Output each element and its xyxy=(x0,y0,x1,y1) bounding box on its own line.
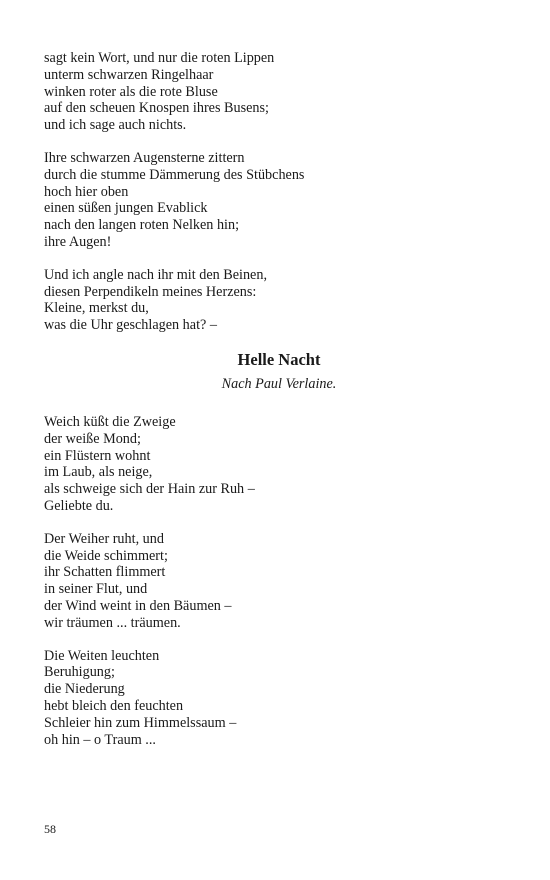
prev-stanza-2 xyxy=(44,150,514,251)
verse-line: Die Weiten leuchten xyxy=(44,647,160,664)
poem-stanza-1 xyxy=(44,414,514,515)
verse-line: ihr Schatten flimmert xyxy=(44,564,166,581)
verse-line: diesen Perpendikeln meines Herzens: xyxy=(44,283,257,300)
verse-line: Der Weiher ruht, und xyxy=(44,530,164,547)
verse-line: die Niederung xyxy=(44,681,125,698)
verse-line: der weiße Mond; xyxy=(44,430,141,447)
verse-line: Kleine, merkst du, xyxy=(44,300,149,317)
verse-line: einen süßen jungen Evablick xyxy=(44,200,208,217)
prev-stanza-1 xyxy=(44,50,514,134)
verse-line: was die Uhr geschlagen hat? – xyxy=(44,317,217,334)
verse-line: ihre Augen! xyxy=(44,233,112,250)
verse-line: Ihre schwarzen Augensterne zittern xyxy=(44,149,245,166)
verse-line: hebt bleich den feuchten xyxy=(44,697,184,714)
poem-stanza-3 xyxy=(44,648,514,749)
verse-line: Weich küßt die Zweige xyxy=(44,413,176,430)
verse-line: Geliebte du. xyxy=(44,497,114,514)
verse-line: ein Flüstern wohnt xyxy=(44,447,151,464)
verse-line: Beruhigung; xyxy=(44,664,115,681)
page-number: 58 xyxy=(44,822,56,836)
verse-line: wir träumen ... träumen. xyxy=(44,614,181,631)
verse-line: und ich sage auch nichts. xyxy=(44,117,187,134)
verse-line: durch die stumme Dämmerung des Stübchens xyxy=(44,166,305,183)
verse-line: Schleier hin zum Himmelssaum – xyxy=(44,714,237,731)
poem-title: Helle Nacht xyxy=(237,349,321,369)
verse-line: winken roter als die rote Bluse xyxy=(44,83,218,100)
verse-line: der Wind weint in den Bäumen – xyxy=(44,597,232,614)
verse-line: nach den langen roten Nelken hin; xyxy=(44,217,240,234)
verse-line: sagt kein Wort, und nur die roten Lippen xyxy=(44,50,275,66)
poem-subtitle: Nach Paul Verlaine. xyxy=(221,375,337,392)
verse-line: unterm schwarzen Ringelhaar xyxy=(44,66,214,83)
verse-line: Und ich angle nach ihr mit den Beinen, xyxy=(44,266,267,283)
verse-line: die Weide schimmert; xyxy=(44,547,168,564)
verse-line: oh hin – o Traum ... xyxy=(44,731,156,748)
verse-line: in seiner Flut, und xyxy=(44,581,148,598)
poem-stanza-2 xyxy=(44,531,514,632)
verse-line: hoch hier oben xyxy=(44,183,129,200)
page-content xyxy=(44,50,514,764)
prev-stanza-3 xyxy=(44,267,514,334)
verse-line: als schweige sich der Hain zur Ruh – xyxy=(44,481,255,498)
verse-line: auf den scheuen Knospen ihres Busens; xyxy=(44,100,269,117)
verse-line: im Laub, als neige, xyxy=(44,464,153,481)
